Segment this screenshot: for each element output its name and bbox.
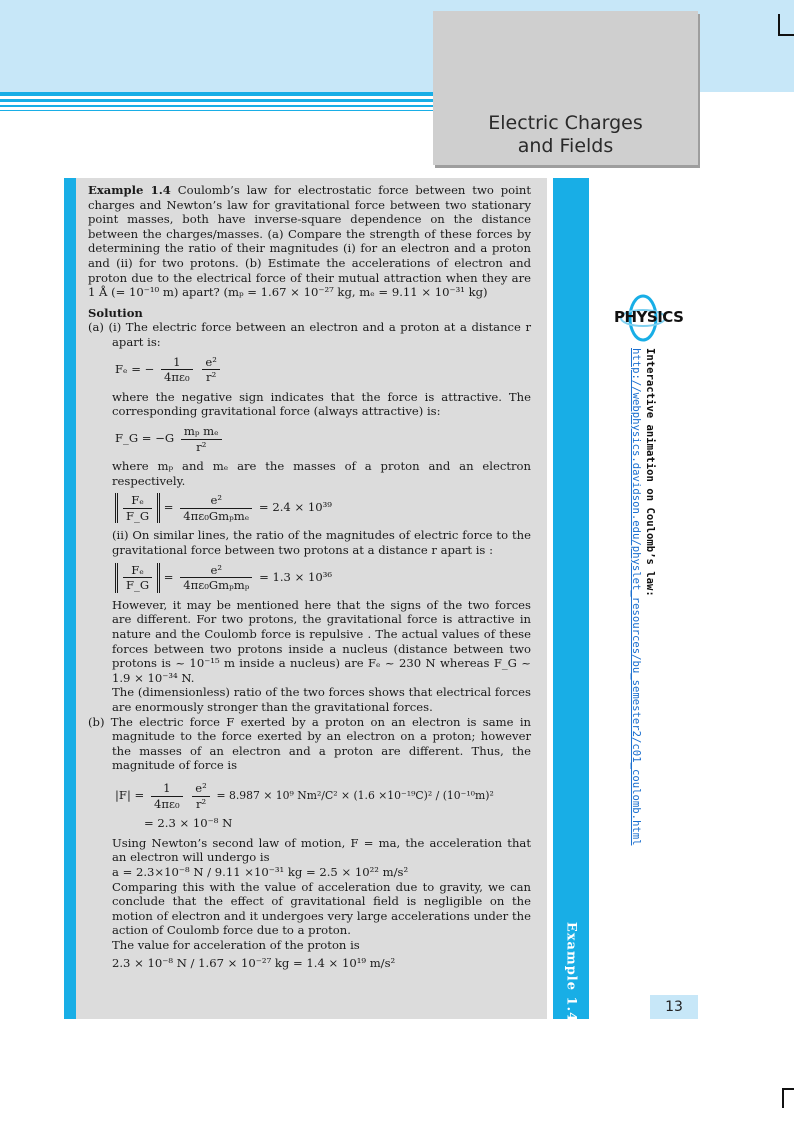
fraction-denominator: r²	[195, 796, 207, 811]
negative-sign-text: where the negative sign indicates that the force is attractive. The corresponding gravitational force (always attractive) is:	[112, 389, 531, 419]
solution-a-i: (a) (i) The electric force between an electron and a proton at a distance r apart is:	[88, 320, 531, 349]
fraction-denominator: F_G	[126, 578, 150, 593]
electron-acceleration: a = 2.3×10⁻⁸ N / 9.11 ×10⁻³¹ kg = 2.5 × 10²² m/s²	[112, 864, 409, 879]
fraction-numerator: e²	[192, 781, 210, 797]
fraction	[192, 781, 210, 811]
solution-a-ii: (ii) On similar lines, the ratio of the magnitudes of electric force to the gravitational force between two protons at a distance r apart is :	[112, 528, 531, 558]
sidebar-url-link[interactable]: http://webphysics.davidson.edu/physlet_resources/bu_semester2/c01_coulomb.html	[630, 348, 642, 846]
example-right-bar	[553, 178, 589, 1019]
fraction-numerator: 1	[161, 355, 193, 371]
fraction-denominator: 4πε₀	[153, 796, 180, 811]
fraction	[151, 781, 183, 811]
equation-force-magnitude	[88, 781, 531, 811]
solution-heading: Solution	[88, 305, 143, 320]
chapter-title	[433, 112, 698, 158]
newton-text: Using Newton’s second law of motion, F = ma, the acceleration that an electron will undergo is	[112, 835, 531, 865]
sidebar-note	[630, 348, 657, 846]
chapter-title-box	[433, 11, 698, 165]
proton-text: The value for acceleration of the proton is	[112, 937, 360, 952]
example-label: Example 1.4	[88, 183, 171, 197]
equation-ratio-electron-proton: $\frac{\text{Fₑ}}{F\_G}$ = $\frac{\text{e²}}{\text{4πε₀Gmₚmₑ}}$ = 2.4 × 10³⁹	[88, 493, 531, 523]
sidebar-heading: Interactive animation on Coulomb’s law:	[644, 348, 656, 597]
fraction-denominator: r²	[196, 439, 207, 454]
header-stripe	[0, 92, 436, 96]
chapter-title-line1: Electric Charges	[488, 112, 643, 134]
example-left-bar	[64, 178, 76, 1019]
equation-rhs: = 8.987 × 10⁹ Nm²/C² × (1.6 ×10⁻¹⁹C)² / (10⁻¹⁰m)²	[216, 789, 494, 803]
fraction-numerator: Fₑ	[123, 493, 152, 509]
fraction	[161, 355, 193, 385]
however-text: However, it may be mentioned here that the signs of the two forces are different. For two protons, the gravitational force is attractive in nature and the Coulomb force is repulsive . The actual values of these forces between two protons inside a nucleus (distance between two protons is ~ 10⁻¹⁵ m inside a nucleus) are Fₑ ~ 230 N whereas F_G ~ 1.9 × 10⁻³⁴ N.	[112, 597, 531, 685]
fraction-denominator: 4πε₀Gmₚmₚ	[183, 578, 250, 593]
fraction	[123, 563, 152, 593]
fraction-denominator: r²	[206, 370, 217, 385]
ratio-abs	[115, 563, 160, 593]
example-tab-label: Example 1.4	[563, 921, 579, 1023]
example-text: Coulomb’s law for electrostatic force between two point charges and Newton’s law for gravitational force between two stationary point masses, both have inverse-square dependence on the distance between the charges/masses. (a) Compare the strength of these forces by determining the ratio of their magnitudes (i) for an electron and a proton and (ii) for two protons. (b) Estimate the accelerations of electron and proton due to the electrical force of their mutual attraction when they are 1 Å (= 10⁻¹⁰ m) apart? (mₚ = 1.67 × 10⁻²⁷ kg, mₑ = 9.11 × 10⁻³¹ kg)	[88, 183, 531, 300]
fraction	[181, 424, 222, 454]
fraction	[202, 355, 220, 385]
crop-mark	[782, 1088, 784, 1108]
fraction-numerator: Fₑ	[123, 563, 152, 579]
equation-result: = 2.4 × 10³⁹	[258, 500, 332, 515]
equation-electric-force	[88, 355, 531, 385]
equation-lhs: |F| =	[115, 788, 145, 803]
example-statement	[88, 183, 531, 300]
fraction-numerator: e²	[202, 355, 220, 371]
ratio-abs	[115, 493, 160, 523]
fraction	[180, 563, 252, 593]
chapter-title-line2: and Fields	[517, 135, 614, 157]
page-number: 13	[650, 995, 698, 1019]
fraction-denominator: 4πε₀	[164, 370, 190, 385]
header-stripe	[0, 105, 436, 107]
equation-result: = 1.3 × 10³⁶	[259, 569, 333, 584]
comparing-text: Comparing this with the value of acceleration due to gravity, we can conclude that the effect of gravitational field is negligible on the motion of electron and it undergoes very large accelerations under the action of Coulomb force due to a proton.	[112, 879, 531, 938]
fraction-numerator: 1	[151, 781, 183, 797]
example-tab	[553, 921, 589, 1023]
dimensionless-text: The (dimensionless) ratio of the two forces shows that electrical forces are enormously stronger than the gravitational forces.	[112, 685, 531, 714]
crop-mark	[782, 1088, 794, 1090]
solution-b: (b) The electric force F exerted by a proton on an electron is same in magnitude to the force exerted by an electron on a proton; however the masses of an electron and a proton are different. Thus, the magnitude of force is	[88, 714, 531, 773]
sidebar-note-text	[629, 348, 657, 845]
header-stripe	[0, 110, 436, 111]
fraction-numerator: mₚ mₑ	[181, 424, 222, 440]
fraction-numerator: e²	[180, 563, 252, 579]
fraction-denominator: F_G	[126, 508, 150, 523]
fraction-denominator: 4πε₀Gmₚmₑ	[183, 508, 250, 523]
equation-ratio-two-protons: $\frac{\text{Fₑ}}{F\_G}$ = $\frac{\text{e²}}{\text{4πε₀Gmₚmₚ}}$ = 1.3 × 10³⁶	[88, 563, 531, 593]
example-content	[88, 183, 531, 970]
masses-text: where mₚ and mₑ are the masses of a proton and an electron respectively.	[112, 459, 531, 488]
crop-mark	[778, 14, 780, 36]
fraction	[180, 493, 252, 523]
physics-logo-text: PHYSICS	[614, 308, 684, 326]
proton-acceleration: 2.3 × 10⁻⁸ N / 1.67 × 10⁻²⁷ kg = 1.4 × 10¹⁹ m/s²	[112, 955, 396, 970]
fraction-numerator: e²	[180, 493, 252, 509]
equation-gravitational-force	[88, 424, 531, 454]
crop-mark	[778, 34, 794, 36]
equation-force-result: = 2.3 × 10⁻⁸ N	[144, 816, 233, 831]
equation-lhs: Fₑ = −	[115, 361, 155, 376]
header-stripe	[0, 99, 436, 102]
fraction	[123, 493, 152, 523]
equation-lhs: F_G = −G	[115, 431, 175, 445]
